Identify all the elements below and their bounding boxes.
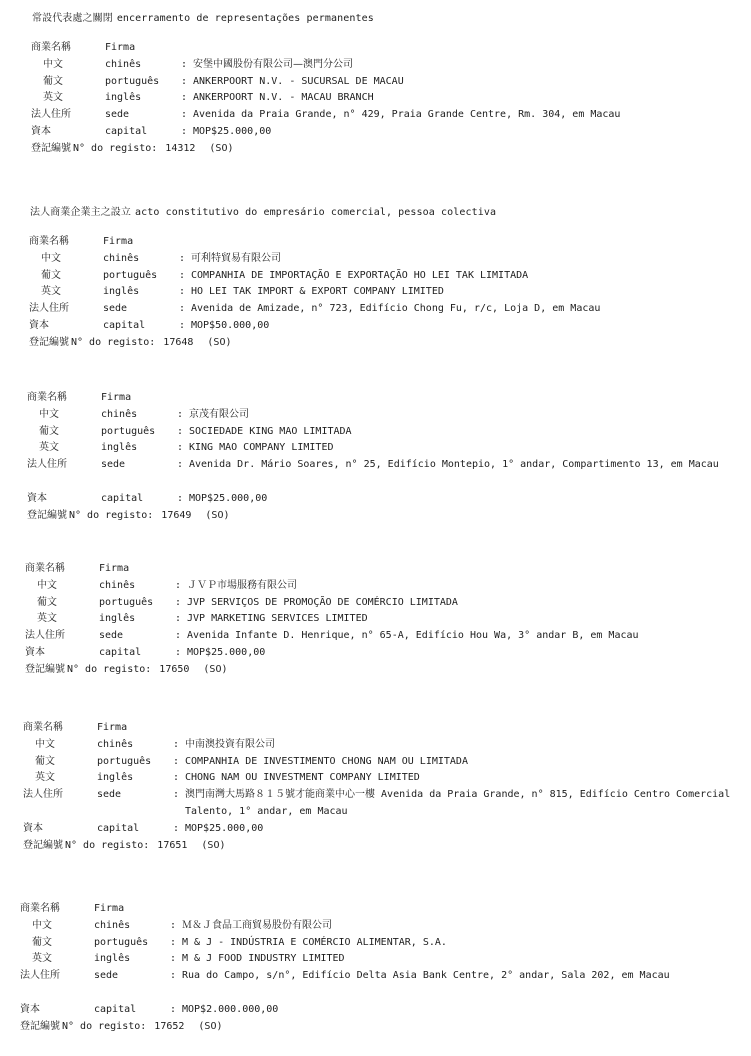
capital-row — [27, 491, 751, 508]
label-pt: Firma — [97, 722, 128, 733]
capital-row — [29, 318, 751, 335]
label-pt: inglês — [97, 772, 134, 784]
label-pt: sede — [105, 109, 130, 121]
label-zh: 商業名稱 — [29, 236, 69, 247]
registo-row — [31, 141, 751, 158]
sede-row — [23, 787, 751, 821]
colon: : — [181, 109, 188, 121]
label-pt: N° do registo: — [69, 509, 154, 521]
portuguese-name-row — [27, 424, 751, 441]
sede-value: Avenida Infante D. Henrique, n° 65-A, Edifício Hou Wa, 3° andar B, em Macau — [187, 630, 639, 642]
colon: : — [173, 772, 180, 784]
registo-tag: (SO) — [207, 336, 232, 348]
label-zh: 法人住所 — [29, 303, 69, 315]
label-pt: capital — [97, 822, 140, 834]
sede-row — [27, 457, 751, 491]
label-pt: português — [94, 936, 149, 948]
chinese-name-row — [23, 737, 751, 754]
label-zh: 英文 — [37, 613, 57, 625]
chinese-name-row — [27, 407, 751, 424]
company-entry — [29, 234, 751, 352]
label-pt: chinês — [103, 252, 140, 264]
colon: : — [175, 646, 182, 658]
colon: : — [170, 936, 177, 948]
portuguese-name-value: COMPANHIA DE INVESTIMENTO CHONG NAM OU LIMITADA — [185, 755, 468, 767]
label-zh: 登記編號 — [29, 336, 69, 348]
registo-tag: (SO) — [203, 663, 228, 675]
portuguese-name-value: M & J - INDÚSTRIA E COMÉRCIO ALIMENTAR, S.A. — [182, 936, 447, 948]
colon: : — [175, 613, 182, 625]
label-zh: 英文 — [32, 953, 52, 965]
english-name-value: ANKERPOORT N.V. - MACAU BRANCH — [193, 92, 374, 104]
registo-number: 17652 — [154, 1020, 185, 1032]
sede-value-zh: 澳門南灣大馬路８１５號才能商業中心一樓 — [185, 789, 375, 801]
label-zh: 登記編號 — [25, 663, 65, 675]
english-name-row — [23, 770, 751, 787]
registo-tag: (SO) — [205, 509, 230, 521]
label-pt: chinês — [94, 919, 131, 931]
label-zh: 中文 — [32, 919, 52, 931]
sede-value — [185, 787, 745, 821]
colon: : — [179, 269, 186, 281]
label-pt: N° do registo: — [65, 839, 150, 851]
colon: : — [177, 442, 184, 454]
label-zh: 商業名稱 — [23, 722, 63, 733]
colon: : — [181, 92, 188, 104]
company-entry — [23, 720, 751, 854]
chinese-name-value: 安堡中國股份有限公司—澳門分公司 — [193, 58, 353, 70]
firma-row — [23, 720, 751, 737]
label-zh: 登記編號 — [20, 1020, 60, 1032]
registo-number: 17651 — [157, 839, 188, 851]
label-pt: N° do registo: — [62, 1020, 147, 1032]
label-zh: 英文 — [39, 442, 59, 454]
registo-number: 17648 — [163, 336, 194, 348]
registo-row — [25, 662, 751, 679]
sede-value: Avenida Dr. Mário Soares, n° 25, Edifício Montepio, 1° andar, Compartimento 13, em Macau — [189, 459, 719, 471]
label-pt: sede — [103, 303, 128, 315]
label-zh: 法人住所 — [20, 970, 60, 982]
registo-number: 17650 — [159, 663, 190, 675]
label-pt: sede — [97, 789, 122, 801]
section-heading-closure — [32, 9, 374, 24]
label-zh: 中文 — [37, 579, 57, 591]
label-zh: 葡文 — [39, 425, 59, 437]
label-zh: 葡文 — [37, 596, 57, 608]
colon: : — [173, 738, 180, 750]
label-pt: sede — [101, 459, 126, 471]
colon: : — [179, 252, 186, 264]
sede-value: Avenida de Amizade, n° 723, Edifício Chong Fu, r/c, Loja D, em Macau — [191, 303, 601, 315]
english-name-value: M & J FOOD INDUSTRY LIMITED — [182, 953, 345, 965]
sede-value: Avenida da Praia Grande, n° 429, Praia Grande Centre, Rm. 304, em Macau — [193, 109, 621, 121]
sede-value: Rua do Campo, s/n°, Edifício Delta Asia Bank Centre, 2° andar, Sala 202, em Macau — [182, 970, 670, 982]
company-entry — [25, 561, 751, 679]
capital-row — [31, 124, 751, 141]
label-pt: N° do registo: — [73, 142, 158, 154]
company-entry — [31, 40, 751, 158]
registo-tag: (SO) — [201, 839, 226, 851]
label-zh: 英文 — [41, 286, 61, 298]
colon: : — [175, 630, 182, 642]
label-pt: inglês — [101, 442, 138, 454]
label-zh: 商業名稱 — [20, 903, 60, 914]
capital-value: MOP$25.000,00 — [193, 125, 272, 137]
label-zh: 法人住所 — [27, 459, 67, 471]
label-zh: 葡文 — [32, 936, 52, 948]
sede-row — [31, 107, 751, 124]
portuguese-name-value: JVP SERVIÇOS DE PROMOÇÃO DE COMÉRCIO LIMITADA — [187, 596, 458, 608]
label-zh: 登記編號 — [27, 509, 67, 521]
chinese-name-row — [25, 578, 751, 595]
colon: : — [179, 286, 186, 298]
firma-row — [25, 561, 751, 578]
registo-number: 14312 — [165, 142, 196, 154]
portuguese-name-row — [23, 754, 751, 771]
colon: : — [175, 596, 182, 608]
colon: : — [177, 459, 184, 471]
colon: : — [179, 303, 186, 315]
english-name-value: JVP MARKETING SERVICES LIMITED — [187, 613, 368, 625]
label-pt: capital — [99, 646, 142, 658]
capital-value: MOP$25.000,00 — [187, 646, 266, 658]
label-pt: inglês — [94, 953, 131, 965]
firma-row — [20, 901, 750, 918]
label-pt: Firma — [101, 392, 132, 403]
sede-row — [25, 628, 751, 645]
label-pt: inglês — [99, 613, 136, 625]
colon: : — [170, 970, 177, 982]
capital-row — [20, 1002, 750, 1019]
label-pt: chinês — [105, 58, 142, 70]
registo-tag: (SO) — [209, 142, 234, 154]
label-pt: Firma — [105, 42, 136, 53]
english-name-value: CHONG NAM OU INVESTMENT COMPANY LIMITED — [185, 772, 420, 784]
section-heading-constitution — [30, 203, 496, 218]
colon: : — [181, 125, 188, 137]
registo-row — [27, 508, 751, 525]
portuguese-name-value: SOCIEDADE KING MAO LIMITADA — [189, 425, 352, 437]
capital-row — [23, 821, 751, 838]
label-pt: N° do registo: — [67, 663, 152, 675]
label-zh: 葡文 — [41, 269, 61, 281]
label-pt: capital — [94, 1003, 137, 1015]
label-pt: português — [99, 596, 154, 608]
colon: : — [177, 425, 184, 437]
capital-value: MOP$50.000,00 — [191, 319, 270, 331]
label-zh: 中文 — [41, 252, 61, 264]
english-name-row — [29, 284, 751, 301]
label-pt: Firma — [94, 903, 125, 914]
label-zh: 登記編號 — [31, 142, 71, 154]
english-name-row — [20, 951, 750, 968]
firma-row — [29, 234, 751, 251]
colon: : — [173, 755, 180, 767]
heading-zh: 法人商業企業主之設立 — [30, 207, 131, 218]
sede-value-pt: Avenida da Praia Grande, n° 815, Edifício Centro Comercial Talento, 1° andar, em Macau — [185, 789, 731, 817]
firma-row — [27, 390, 751, 407]
label-zh: 葡文 — [35, 755, 55, 767]
portuguese-name-value: COMPANHIA DE IMPORTAÇÃO E EXPORTAÇÃO HO LEI TAK LIMITADA — [191, 269, 529, 281]
colon: : — [170, 919, 177, 931]
label-pt: N° do registo: — [71, 336, 156, 348]
label-zh: 商業名稱 — [31, 42, 71, 53]
label-pt: chinês — [101, 408, 138, 420]
colon: : — [177, 408, 184, 420]
registo-row — [29, 335, 751, 352]
english-name-row — [27, 440, 751, 457]
label-zh: 資本 — [20, 1003, 40, 1015]
label-pt: Firma — [99, 563, 130, 574]
label-pt: português — [101, 425, 156, 437]
heading-pt: encerramento de representações permanentes — [116, 13, 374, 24]
portuguese-name-value: ANKERPOORT N.V. - SUCURSAL DE MACAU — [193, 75, 404, 87]
label-pt: sede — [99, 630, 124, 642]
label-pt: inglês — [105, 92, 142, 104]
colon: : — [181, 58, 188, 70]
label-pt: capital — [105, 125, 148, 137]
label-zh: 資本 — [25, 646, 45, 658]
firma-row — [31, 40, 751, 57]
label-zh: 葡文 — [43, 75, 63, 87]
label-pt: Firma — [103, 236, 134, 247]
label-zh: 資本 — [27, 492, 47, 504]
sede-row — [20, 968, 750, 1002]
sede-row — [29, 301, 751, 318]
chinese-name-row — [31, 57, 751, 74]
label-zh: 登記編號 — [23, 839, 63, 851]
label-zh: 法人住所 — [23, 789, 63, 801]
english-name-value: KING MAO COMPANY LIMITED — [189, 442, 334, 454]
label-zh: 商業名稱 — [25, 563, 65, 574]
english-name-row — [25, 611, 751, 628]
label-zh: 中文 — [35, 738, 55, 750]
colon: : — [181, 75, 188, 87]
colon: : — [170, 953, 177, 965]
colon: : — [175, 579, 182, 591]
portuguese-name-row — [25, 595, 751, 612]
label-zh: 資本 — [31, 125, 51, 137]
label-zh: 英文 — [35, 772, 55, 784]
label-zh: 資本 — [23, 822, 43, 834]
label-zh: 法人住所 — [25, 630, 65, 642]
company-entry — [20, 901, 750, 1035]
label-pt: inglês — [103, 286, 140, 298]
label-zh: 法人住所 — [31, 109, 71, 121]
registo-tag: (SO) — [198, 1020, 223, 1032]
label-pt: português — [103, 269, 158, 281]
heading-zh: 常設代表處之關閉 — [32, 13, 113, 24]
label-pt: português — [105, 75, 160, 87]
label-pt: chinês — [97, 738, 134, 750]
label-zh: 商業名稱 — [27, 392, 67, 403]
portuguese-name-row — [20, 935, 750, 952]
chinese-name-value: ＪＶＰ市場服務有限公司 — [187, 579, 297, 591]
label-zh: 中文 — [39, 408, 59, 420]
capital-value: MOP$25.000,00 — [185, 822, 264, 834]
english-name-value: HO LEI TAK IMPORT & EXPORT COMPANY LIMITED — [191, 286, 444, 298]
label-zh: 中文 — [43, 58, 63, 70]
colon: : — [177, 492, 184, 504]
label-zh: 英文 — [43, 92, 63, 104]
capital-row — [25, 645, 751, 662]
label-pt: sede — [94, 970, 119, 982]
label-pt: português — [97, 755, 152, 767]
colon: : — [173, 822, 180, 834]
chinese-name-value: Ｍ＆Ｊ食品工商貿易股份有限公司 — [182, 919, 332, 931]
colon: : — [179, 319, 186, 331]
colon: : — [170, 1003, 177, 1015]
chinese-name-value: 京茂有限公司 — [189, 408, 249, 420]
label-pt: chinês — [99, 579, 136, 591]
chinese-name-value: 可利特貿易有限公司 — [191, 252, 281, 264]
capital-value: MOP$2.000.000,00 — [182, 1003, 279, 1015]
label-pt: capital — [101, 492, 144, 504]
chinese-name-value: 中南澳投資有限公司 — [185, 738, 275, 750]
english-name-row — [31, 90, 751, 107]
registo-number: 17649 — [161, 509, 192, 521]
chinese-name-row — [29, 251, 751, 268]
label-pt: capital — [103, 319, 146, 331]
registo-row — [20, 1019, 750, 1036]
portuguese-name-row — [31, 74, 751, 91]
colon: : — [173, 789, 180, 801]
label-zh: 資本 — [29, 319, 49, 331]
heading-pt: acto constitutivo do empresário comercial, pessoa colectiva — [135, 207, 497, 218]
chinese-name-row — [20, 918, 750, 935]
capital-value: MOP$25.000,00 — [189, 492, 268, 504]
portuguese-name-row — [29, 268, 751, 285]
registo-row — [23, 838, 751, 855]
company-entry — [27, 390, 751, 524]
